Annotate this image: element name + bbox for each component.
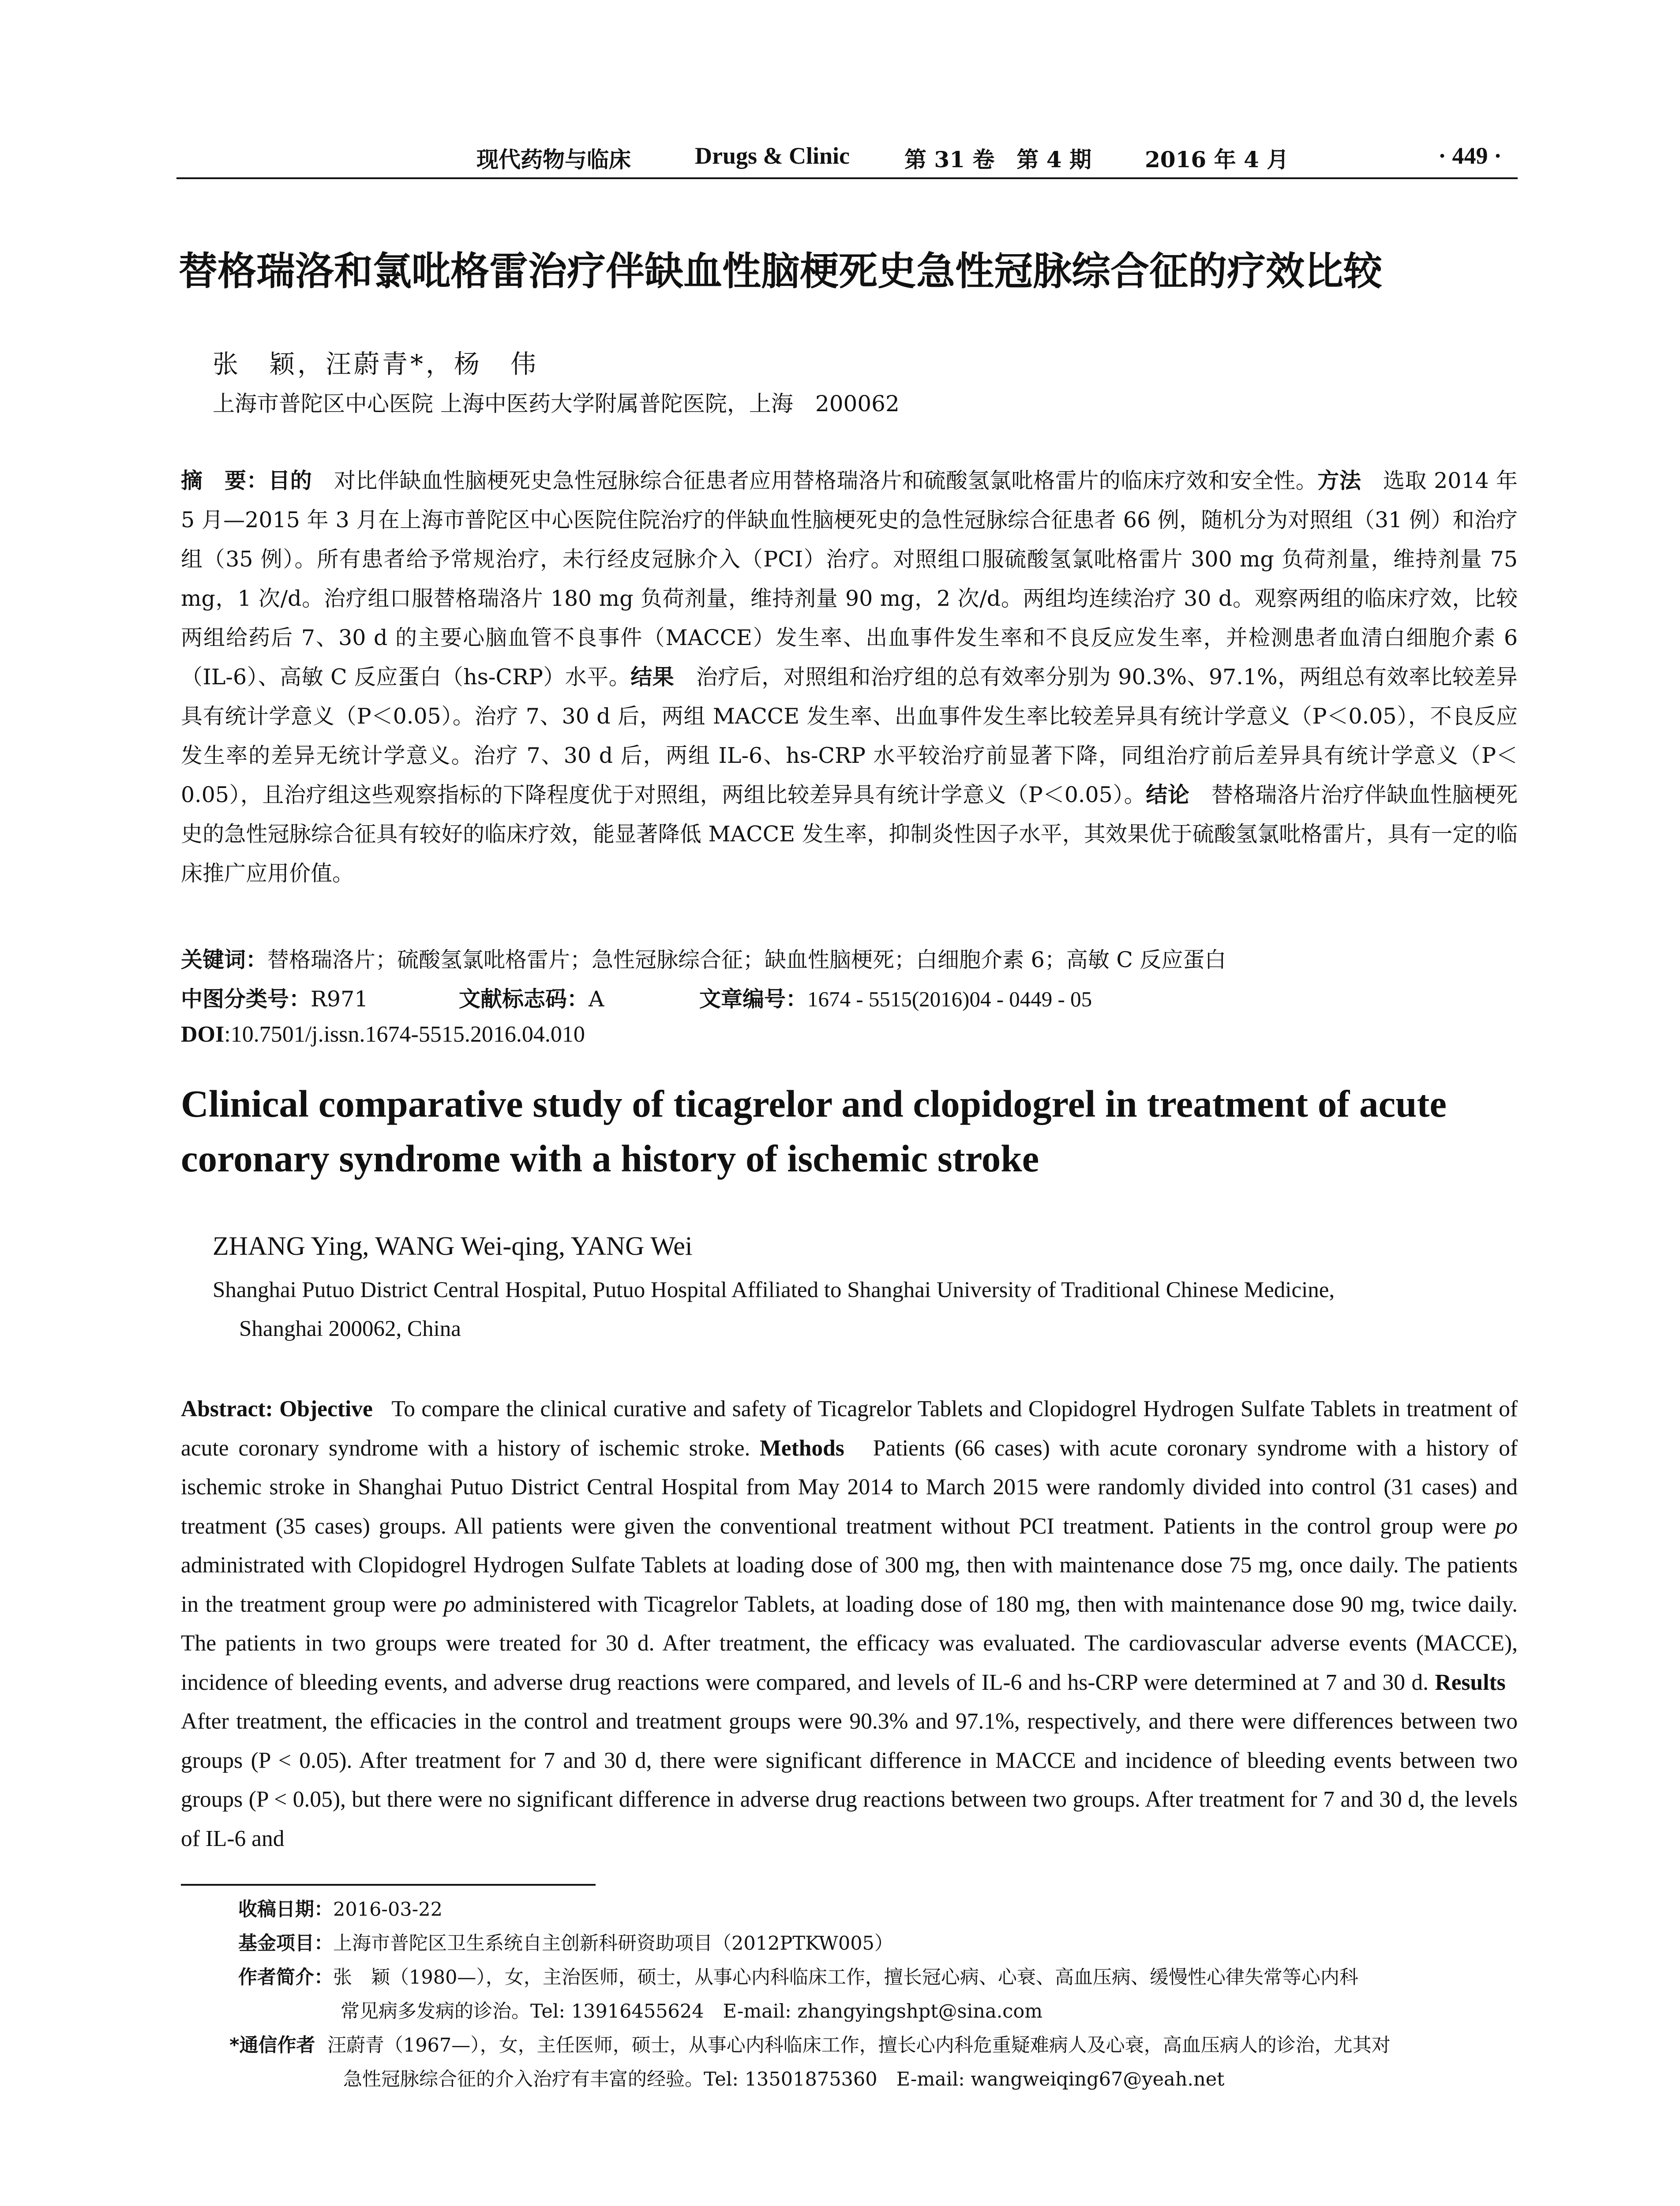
title-en: Clinical comparative study of ticagrelor and clopidogrel in treatment of acute coronary syndrome with a history of ischemic stroke bbox=[181, 1082, 1447, 1180]
keywords-label: 关键词： bbox=[181, 947, 268, 972]
keywords-cn: 替格瑞洛片；硫酸氢氯吡格雷片；急性冠脉综合征；缺血性脑梗死；白细胞介素 6；高敏 C 反应蛋白 bbox=[267, 947, 1226, 972]
received-date: 2016-03-22 bbox=[333, 1898, 442, 1921]
doc-code: A bbox=[589, 987, 604, 1012]
methods-en-c: administered with Ticagrelor Tablets, at loading dose of 180 mg, then with maintenance dose 90 mg, twice daily. The patients in two groups were treated for 30 d. After treatment, the efficacy was evaluated. The cardiovascular adverse events (MACCE), incidence of bleeding events, and adverse drug reactions were compared, and levels of IL-6 and hs-CRP were determined at 7 and 30 d. bbox=[181, 1591, 1518, 1695]
classification-line bbox=[181, 982, 368, 1013]
article-no-label: 文章编号： bbox=[699, 987, 808, 1012]
keywords-line bbox=[181, 943, 1226, 974]
journal-name-en: Drugs & Clinic bbox=[695, 143, 850, 169]
corresponding-line1: 汪蔚青（1967—），女，主任医师，硕士，从事心内科临床工作，擅长心内科危重疑难病人及心衰，高血压病人的诊治，尤其对 bbox=[327, 2034, 1391, 2056]
clc-code: R971 bbox=[311, 987, 368, 1012]
po-italic-1: po bbox=[1495, 1513, 1518, 1539]
affiliation-en-line1: Shanghai Putuo District Central Hospital, Putuo Hospital Affiliated to Shanghai University of Traditional Chinese Medicine, bbox=[213, 1278, 1335, 1302]
page-number: · 449 · bbox=[1438, 143, 1502, 169]
corresponding-line2: 急性冠脉综合征的介入治疗有丰富的经验。Tel: 13501875360 E-mail: wangweiqing67@yeah.net bbox=[343, 2068, 1225, 2090]
results-label-cn: 结果 bbox=[630, 664, 675, 690]
received-label: 收稿日期： bbox=[238, 1898, 333, 1921]
authors-en: ZHANG Ying, WANG Wei-qing, YANG Wei bbox=[213, 1231, 693, 1261]
methods-label-en: Methods bbox=[760, 1435, 844, 1461]
footnote-fund bbox=[238, 1927, 1518, 1961]
article-no: 1674 - 5515(2016)04 - 0449 - 05 bbox=[807, 987, 1092, 1011]
article-number-line bbox=[699, 982, 1092, 1013]
abstract-cn bbox=[181, 461, 1518, 893]
footnote-author bbox=[238, 1961, 1518, 2029]
footnote-received bbox=[238, 1893, 1518, 1927]
footnote-corresponding bbox=[229, 2029, 1518, 2097]
objective-cn: 对比伴缺血性脑梗死史急性冠脉综合征患者应用替格瑞洛片和硫酸氢氯吡格雷片的临床疗效和安全性。 bbox=[334, 468, 1318, 493]
methods-en-b: administrated with Clopidogrel Hydrogen Sulfate Tablets at loading dose of 300 mg, then with maintenance dose 75 mg, once daily. The patients in the treatment group were bbox=[181, 1553, 1518, 1617]
clc-label: 中图分类号： bbox=[181, 987, 311, 1012]
abstract-objective-label-en: Abstract: Objective bbox=[181, 1396, 373, 1422]
journal-name-cn: 现代药物与临床 bbox=[476, 146, 631, 173]
document-code-line bbox=[459, 982, 604, 1013]
author-bio-line1: 张 颖（1980—），女，主治医师，硕士，从事心内科临床工作，擅长冠心病、心衰、高血压病、缓慢性心律失常等心内科 bbox=[333, 1966, 1358, 1988]
author-bio-label: 作者简介： bbox=[238, 1966, 333, 1988]
results-label-en: Results bbox=[1435, 1670, 1506, 1695]
footnote-rule bbox=[181, 1884, 596, 1886]
author-bio-line2: 常见病多发病的诊治。Tel: 13916455624 E-mail: zhangyingshpt@sina.com bbox=[341, 2000, 1043, 2022]
doi-line bbox=[181, 1021, 585, 1047]
affiliation-en bbox=[213, 1271, 1516, 1348]
doi-value: :10.7501/j.issn.1674-5515.2016.04.010 bbox=[224, 1022, 585, 1047]
running-header bbox=[176, 142, 1518, 177]
objective-label-cn: 目的 bbox=[268, 468, 312, 493]
results-cn: 治疗后，对照组和治疗组的总有效率分别为 90.3%、97.1%，两组总有效率比较差异具有统计学意义（P＜0.05）。治疗 7、30 d 后，两组 MACCE 发生率、出血事件发生率比较差异具有统计学意义（P＜0.05），不良反应发生率的差异无统计学意义。治疗 7、30 d 后，两组 IL-6、hs-CRP 水平较治疗前显著下降，同组治疗前后差异具有统计学意义（P＜0.05），且治疗组这些观察指标的下降程度优于对照组，两组比较差异具有统计学意义（P＜0.05）。 bbox=[181, 664, 1518, 807]
corresponding-label: *通信作者 bbox=[229, 2034, 315, 2056]
methods-cn: 选取 2014 年 5 月—2015 年 3 月在上海市普陀区中心医院住院治疗的伴缺血性脑梗死史的急性冠脉综合征患者 66 例，随机分为对照组（31 例）和治疗组（35 例）。所有患者给予常规治疗，未行经皮冠脉介入（PCI）治疗。对照组口服硫酸氢氯吡格雷片 300 mg 负荷剂量，维持剂量 75 mg，1 次/d。治疗组口服替格瑞洛片 180 mg 负荷剂量，维持剂量 90 mg，2 次/d。两组均连续治疗 30 d。观察两组的临床疗效，比较两组给药后 7、30 d 的主要心脑血管不良事件（MACCE）发生率、出血事件发生率和不良反应发生率，并检测患者血清白细胞介素 6（IL-6）、高敏 C 反应蛋白（hs-CRP）水平。 bbox=[181, 468, 1518, 690]
methods-en-a: Patients (66 cases) with acute coronary syndrome with a history of ischemic stroke in Shanghai Putuo District Central Hospital from May 2014 to March 2015 were randomly divided into control (31 cases) and treatment (35 cases) groups. All patients were given the conventional treatment without PCI treatment. Patients in the control group were bbox=[181, 1435, 1518, 1539]
conclusion-cn: 替格瑞洛片治疗伴缺血性脑梗死史的急性冠脉综合征具有较好的临床疗效，能显著降低 MACCE 发生率，抑制炎性因子水平，其效果优于硫酸氢氯吡格雷片，具有一定的临床推广应用价值。 bbox=[181, 782, 1518, 886]
methods-label-cn: 方法 bbox=[1317, 468, 1361, 493]
doc-code-label: 文献标志码： bbox=[459, 987, 589, 1012]
doi-label: DOI bbox=[181, 1022, 225, 1047]
title-cn: 替格瑞洛和氯吡格雷治疗伴缺血性脑梗死史急性冠脉综合征的疗效比较 bbox=[179, 248, 1383, 294]
abstract-en bbox=[181, 1390, 1518, 1858]
affiliation-cn: 上海市普陀区中心医院 上海中医药大学附属普陀医院，上海 200062 bbox=[213, 391, 900, 416]
results-en: After treatment, the efficacies in the control and treatment groups were 90.3% and 97.1%, respectively, and there were differences between two groups (P < 0.05). After treatment for 7 and 30 d, there were significant difference in MACCE and incidence of bleeding events between two groups (P < 0.05), but there were no significant difference in adverse drug reactions between two groups. After treatment for 7 and 30 d, the levels of IL-6 and bbox=[181, 1709, 1518, 1851]
header-rule bbox=[176, 177, 1518, 179]
affiliation-en-line2: Shanghai 200062, China bbox=[239, 1317, 461, 1341]
issue-date: 2016 年 4 月 bbox=[1145, 146, 1289, 173]
authors-cn: 张 颖，汪蔚青*，杨 伟 bbox=[213, 349, 539, 379]
footnotes bbox=[229, 1893, 1518, 2097]
fund-label: 基金项目： bbox=[238, 1932, 333, 1955]
po-italic-2: po bbox=[443, 1591, 466, 1617]
abstract-label-cn: 摘 要： bbox=[181, 468, 269, 493]
volume-issue: 第 31 卷 第 4 期 bbox=[904, 146, 1091, 173]
conclusion-label-cn: 结论 bbox=[1146, 782, 1190, 807]
objective-en: To compare the clinical curative and safety of Ticagrelor Tablets and Clopidogrel Hydrogen Sulfate Tablets in treatment of acute coronary syndrome with a history of ischemic stroke. bbox=[181, 1396, 1518, 1461]
fund-text: 上海市普陀区卫生系统自主创新科研资助项目（2012PTKW005） bbox=[333, 1932, 893, 1955]
